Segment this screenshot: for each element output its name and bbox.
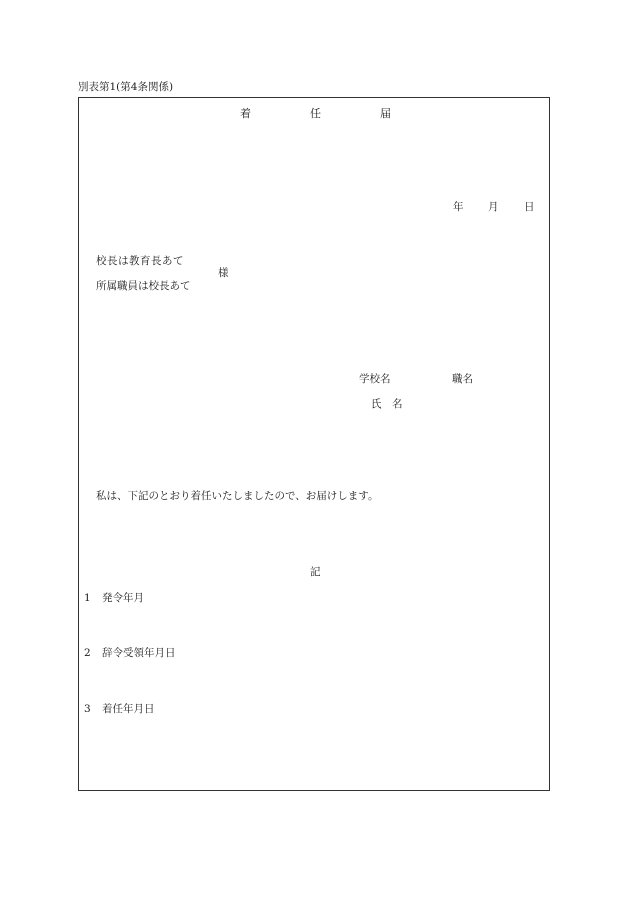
item-3-label: 着任年月日 (102, 703, 155, 715)
form-frame (78, 97, 550, 791)
addressee-line-2: 所属職員は校長あて (96, 280, 191, 292)
date-month-label: 月 (488, 201, 499, 213)
addressee-line-1: 校長は教育長あて (96, 255, 184, 267)
body-statement: 私は、下記のとおり着任いたしましたので、お届けします。 (96, 490, 379, 502)
form-title-char-2: 任 (310, 107, 321, 120)
ki-heading: 記 (310, 566, 321, 578)
position-label: 職名 (452, 373, 473, 385)
addressee-honorific: 様 (218, 267, 229, 279)
item-1-number: 1 (84, 592, 91, 604)
item-3-number: 3 (84, 703, 91, 715)
form-title-char-3: 届 (380, 107, 391, 120)
item-2-label: 辞令受領年月日 (102, 647, 176, 659)
form-reference: 別表第1(第4条関係) (78, 81, 174, 93)
date-day-label: 日 (524, 201, 535, 213)
form-title-char-1: 着 (240, 107, 251, 120)
school-name-label: 学校名 (359, 373, 391, 385)
date-year-label: 年 (453, 201, 464, 213)
name-label: 氏 名 (371, 398, 403, 410)
item-2-number: 2 (84, 647, 91, 659)
item-1-label: 発令年月 (102, 592, 144, 604)
